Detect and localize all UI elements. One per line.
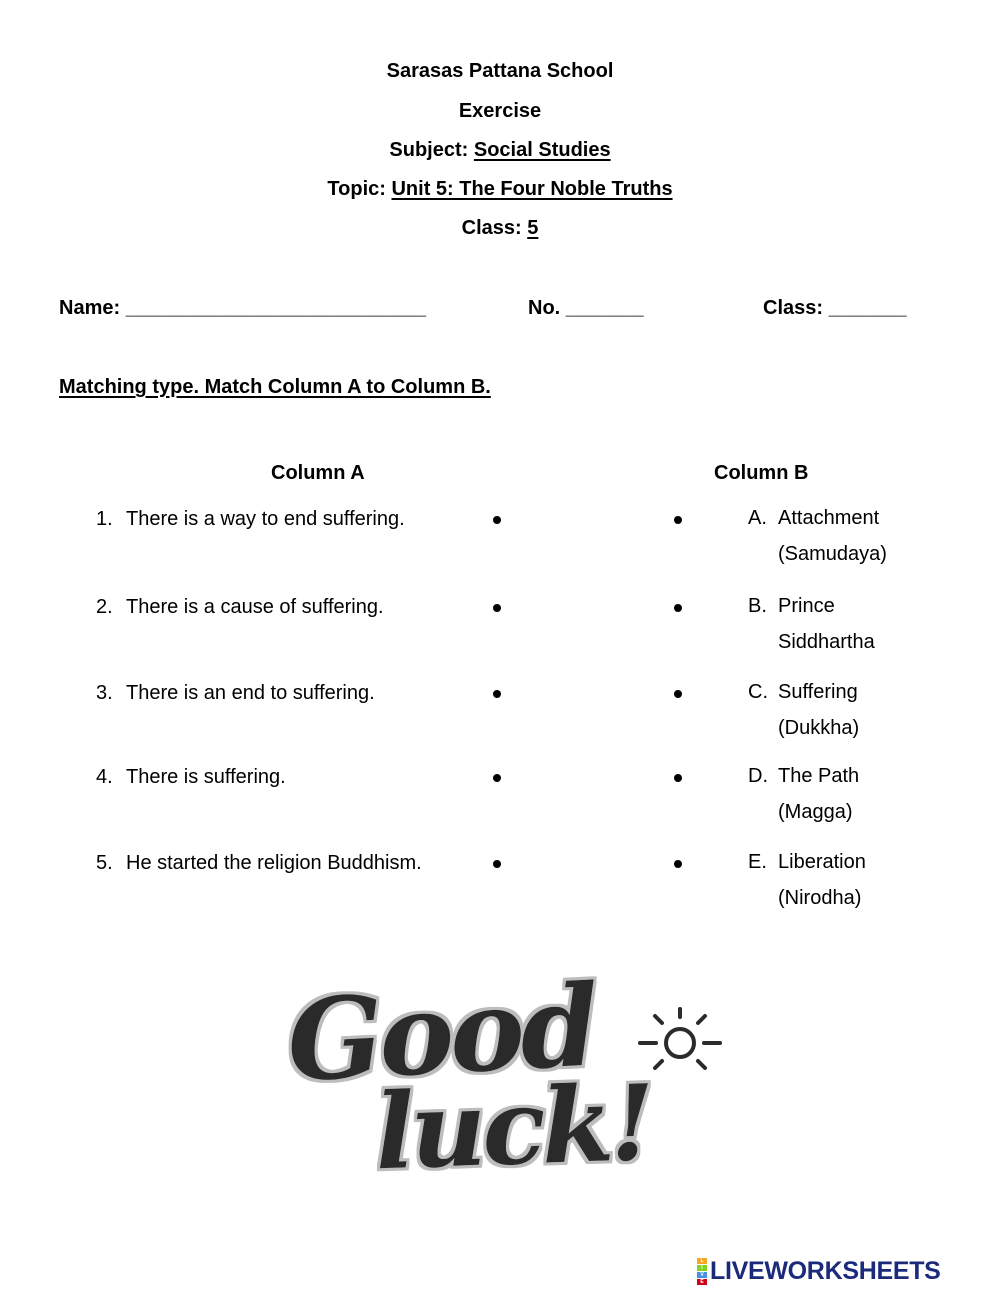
- item-letter: D.: [748, 765, 768, 787]
- logo-block: E: [697, 1279, 707, 1285]
- number-field: [528, 296, 644, 320]
- name-label: Name:: [59, 297, 121, 319]
- match-dot-a[interactable]: [493, 860, 501, 868]
- name-field: [59, 296, 426, 320]
- luck-text: luck!: [373, 1060, 654, 1180]
- number-blank[interactable]: _______: [565, 297, 644, 319]
- item-text: There is suffering.: [126, 766, 286, 788]
- item-text: There is a way to end suffering.: [126, 508, 405, 530]
- class-line: [0, 216, 1000, 240]
- item-letter: A.: [748, 507, 767, 529]
- column-b-item: [748, 500, 988, 572]
- topic-line: [0, 177, 1000, 201]
- column-b-header: Column B: [714, 462, 809, 484]
- match-dot-a[interactable]: [493, 516, 501, 524]
- item-number: 3.: [96, 682, 113, 704]
- number-label: No.: [528, 297, 561, 319]
- item-text-line1: Suffering: [778, 681, 858, 703]
- school-name: Sarasas Pattana School: [386, 60, 614, 82]
- column-b-item: [748, 758, 988, 830]
- item-text-line2: (Magga): [778, 801, 853, 823]
- item-number: 4.: [96, 766, 113, 788]
- logo-block: L: [697, 1258, 707, 1264]
- subject-value: Social Studies: [473, 139, 611, 161]
- class-field-label: Class:: [763, 297, 824, 319]
- item-letter: E.: [748, 851, 767, 873]
- match-dot-a[interactable]: [493, 604, 501, 612]
- good-text: Good: [284, 965, 599, 1108]
- item-text-line1: The Path: [778, 765, 860, 787]
- good-luck-graphic: [280, 965, 750, 1180]
- column-b-item: [748, 844, 988, 916]
- item-text: He started the religion Buddhism.: [126, 852, 422, 874]
- document-type: Exercise: [458, 100, 542, 122]
- match-dot-b[interactable]: [674, 516, 682, 524]
- item-number: 2.: [96, 596, 113, 618]
- item-text-line2: (Samudaya): [778, 543, 887, 565]
- match-dot-b[interactable]: [674, 774, 682, 782]
- sun-icon: [640, 1009, 720, 1068]
- match-dot-b[interactable]: [674, 860, 682, 868]
- item-text-line1: Liberation: [778, 851, 866, 873]
- subject-line: [0, 138, 1000, 162]
- logo-blocks-icon: [697, 1258, 707, 1285]
- item-text: There is an end to suffering.: [126, 682, 375, 704]
- class-field: [763, 296, 906, 320]
- item-text-line1: Attachment: [778, 507, 880, 529]
- column-a-header: Column A: [271, 462, 365, 484]
- item-number: 1.: [96, 508, 113, 530]
- column-b-item: [748, 588, 988, 660]
- item-text: There is a cause of suffering.: [126, 596, 384, 618]
- liveworksheets-logo[interactable]: [697, 1256, 941, 1286]
- item-text-line2: (Nirodha): [778, 887, 862, 909]
- subject-label: Subject:: [389, 139, 469, 161]
- item-text-line2: (Dukkha): [778, 717, 860, 739]
- match-dot-b[interactable]: [674, 604, 682, 612]
- class-value: 5: [527, 217, 539, 239]
- good-luck-illustration: [280, 965, 750, 1180]
- item-text-line1: Prince: [778, 595, 835, 617]
- class-blank[interactable]: _______: [828, 297, 907, 319]
- name-blank[interactable]: ___________________________: [125, 297, 427, 319]
- logo-block: I: [697, 1265, 707, 1271]
- column-b-item: [748, 674, 988, 746]
- instructions: Matching type. Match Column A to Column B.: [59, 376, 491, 398]
- topic-value: Unit 5: The Four Noble Truths: [391, 178, 673, 200]
- class-label: Class:: [461, 217, 522, 239]
- topic-label: Topic:: [327, 178, 386, 200]
- logo-block: V: [697, 1272, 707, 1278]
- item-text-line2: Siddhartha: [778, 631, 875, 653]
- item-letter: C.: [748, 681, 768, 703]
- logo-text: LIVEWORKSHEETS: [710, 1256, 941, 1285]
- item-letter: B.: [748, 595, 767, 617]
- item-number: 5.: [96, 852, 113, 874]
- match-dot-a[interactable]: [493, 774, 501, 782]
- match-dot-b[interactable]: [674, 690, 682, 698]
- match-dot-a[interactable]: [493, 690, 501, 698]
